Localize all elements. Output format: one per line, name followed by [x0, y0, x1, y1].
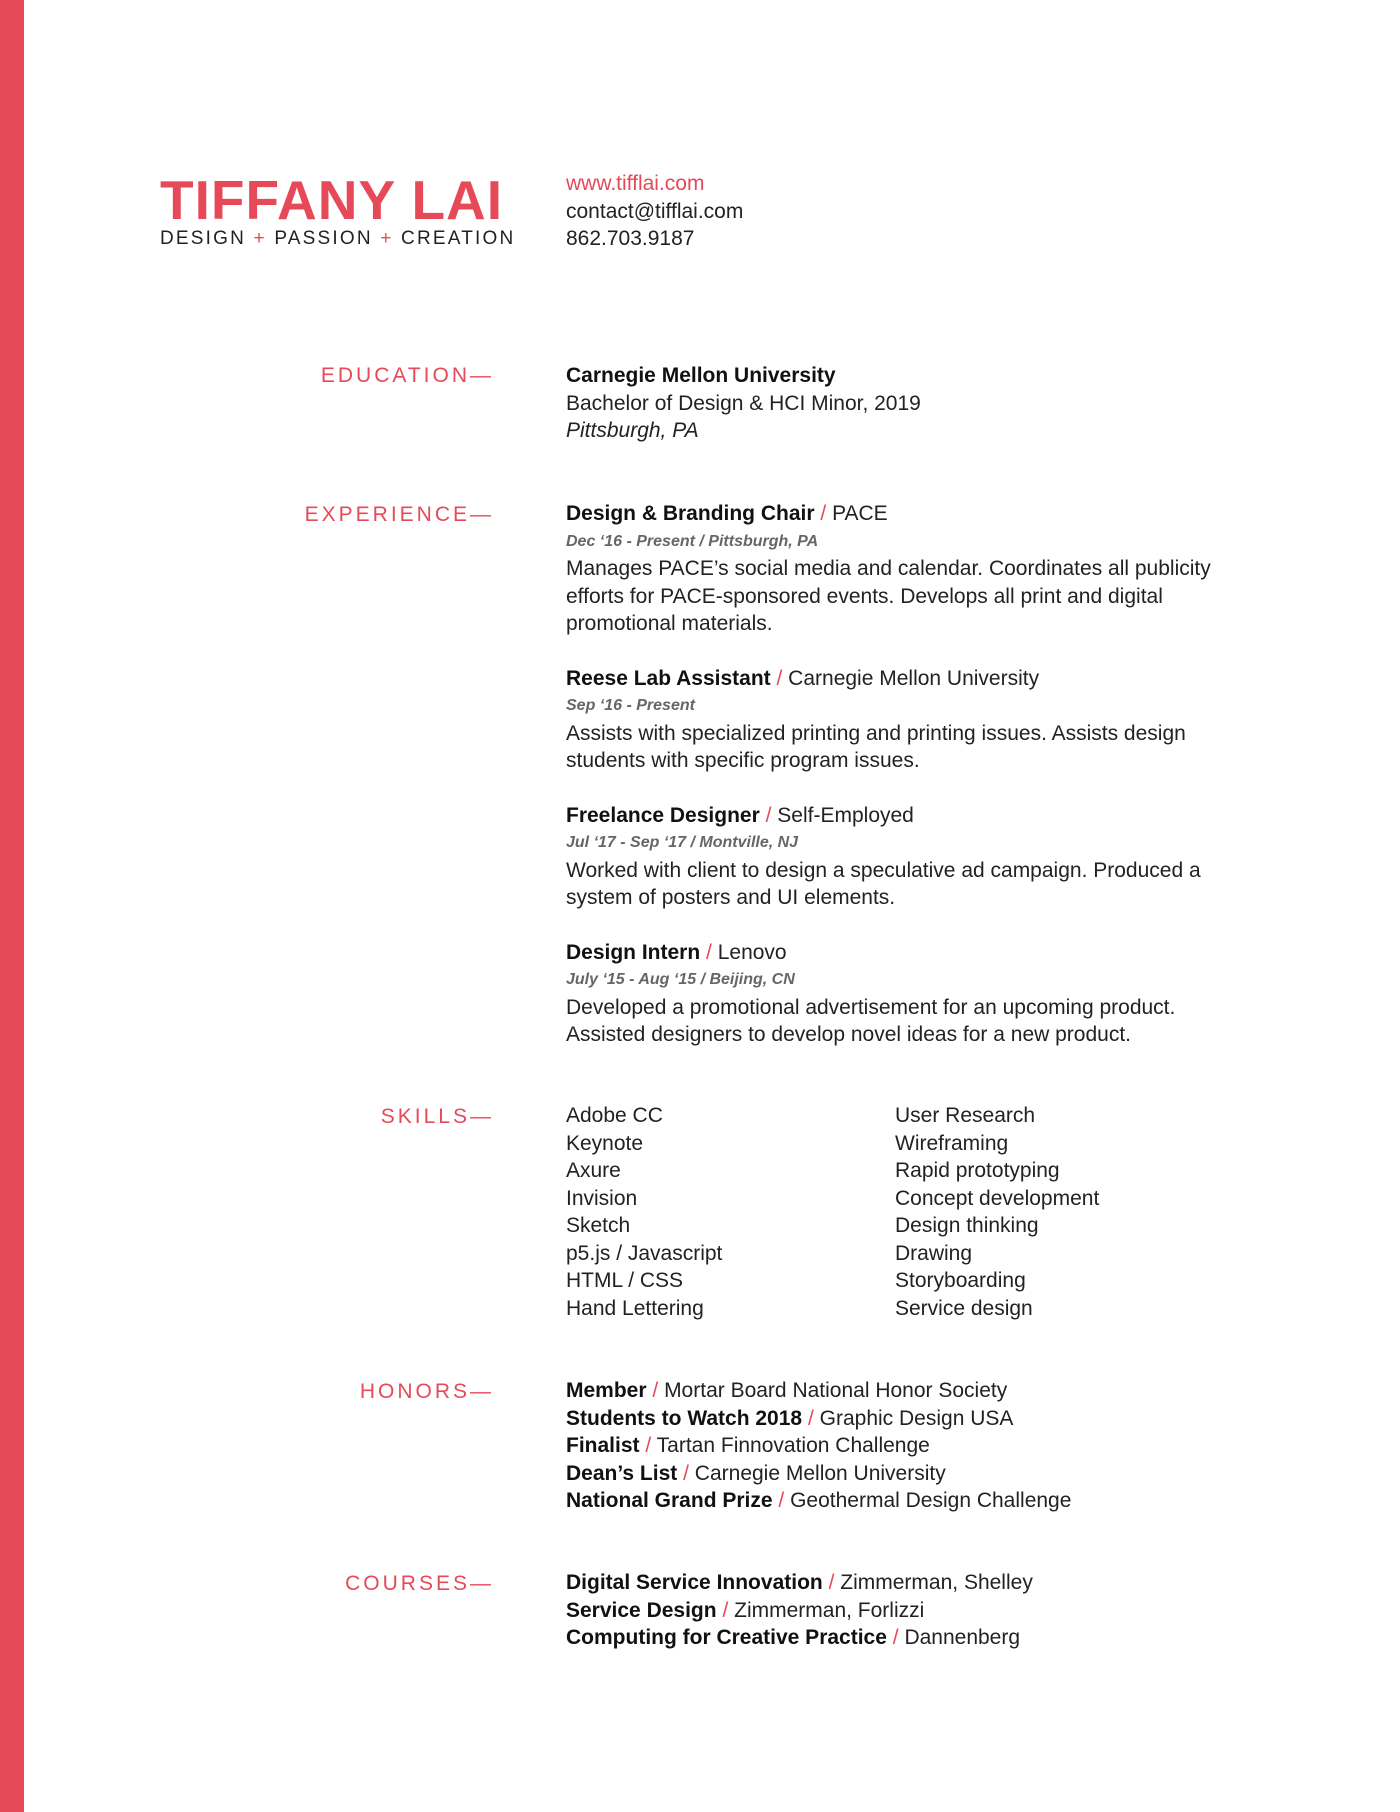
job-title: Design & Branding Chair	[566, 502, 815, 525]
skill-item: Invision	[566, 1186, 638, 1210]
skill-item: Hand Lettering	[566, 1296, 704, 1320]
job-description: Worked with client to design a speculative ad campaign. Produced a system of posters and UI elements.	[566, 858, 1201, 909]
tagline-word: PASSION	[274, 228, 373, 249]
school-name: Carnegie Mellon University	[566, 364, 836, 387]
section-label-skills: SKILLS—	[380, 1105, 494, 1128]
skill-item: Rapid prototyping	[895, 1159, 1060, 1182]
job-meta: Jul ‘17 - Sep ‘17 / Montville, NJ	[566, 834, 799, 851]
slash-separator: /	[765, 803, 772, 827]
job-meta: Dec ‘16 - Present / Pittsburgh, PA	[566, 532, 819, 550]
honor-item: Students to Watch 2018 / Graphic Design USA	[566, 1406, 1014, 1430]
skill-item: Concept development	[895, 1186, 1100, 1210]
job-description: Assists with specialized printing and printing issues. Assists design students with specific program issues.	[566, 721, 1186, 772]
resume-name: TIFFANY LAI	[160, 169, 504, 231]
honor-item: Dean’s List / Carnegie Mellon University	[566, 1461, 946, 1485]
slash-separator: /	[776, 666, 783, 690]
job-description: Manages PACE’s social media and calendar. Coordinates all publicity efforts for PACE-sponsored events. Develops all print and digital promotional materials.	[566, 557, 1211, 635]
tagline-word: CREATION	[401, 228, 516, 249]
job-title: Reese Lab Assistant	[566, 666, 771, 690]
plus-icon: +	[380, 228, 394, 249]
email-link[interactable]: contact@tifflai.com	[566, 199, 744, 223]
job-meta: July ‘15 - Aug ‘15 / Beijing, CN	[566, 971, 795, 988]
section-label-honors: HONORS—	[359, 1380, 494, 1403]
skill-item: Design thinking	[895, 1214, 1039, 1237]
skill-item: Axure	[566, 1159, 621, 1182]
section-label-experience: EXPERIENCE—	[304, 503, 494, 526]
job-org: Lenovo	[717, 940, 787, 964]
job-entry	[566, 802, 1216, 912]
tagline-word: DESIGN	[160, 228, 247, 249]
job-description: Developed a promotional advertisement for an upcoming product. Assisted designers to develop novel ideas for a new product.	[566, 995, 1176, 1046]
job-title: Freelance Designer	[566, 803, 760, 827]
phone-number: 862.703.9187	[566, 227, 695, 250]
job-entry	[566, 665, 1216, 775]
courses-section	[566, 1569, 1216, 1652]
skill-item: Service design	[895, 1296, 1033, 1320]
skills-column-left	[566, 1102, 722, 1322]
job-entry	[566, 939, 1216, 1049]
experience-section	[566, 500, 1216, 1076]
slash-separator: /	[706, 940, 712, 964]
skill-item: Sketch	[566, 1214, 631, 1237]
skill-item: Adobe CC	[566, 1104, 663, 1127]
job-title: Design Intern	[566, 940, 701, 964]
job-org: Self-Employed	[777, 803, 914, 827]
skill-item: User Research	[895, 1104, 1036, 1127]
skill-item: Keynote	[566, 1131, 644, 1155]
section-label-courses: COURSES—	[345, 1572, 494, 1595]
plus-icon: +	[253, 228, 267, 249]
honor-item: National Grand Prize / Geothermal Design Challenge	[566, 1489, 1072, 1512]
skill-item: p5.js / Javascript	[566, 1241, 723, 1265]
job-meta: Sep ‘16 - Present	[566, 697, 695, 714]
course-item: Digital Service Innovation / Zimmerman, Shelley	[566, 1571, 1033, 1594]
school-location: Pittsburgh, PA	[566, 419, 699, 442]
contact-block	[566, 170, 743, 253]
job-org: PACE	[832, 502, 888, 525]
job-entry	[566, 500, 1216, 638]
skill-item: Storyboarding	[895, 1269, 1026, 1292]
slash-separator: /	[820, 502, 827, 525]
education-section	[566, 362, 1216, 445]
honor-item: Member / Mortar Board National Honor Society	[566, 1379, 1008, 1402]
accent-bar	[0, 0, 24, 1812]
honors-section	[566, 1377, 1216, 1515]
honor-item: Finalist / Tartan Finnovation Challenge	[566, 1434, 930, 1457]
skill-item: Drawing	[895, 1241, 973, 1265]
website-link[interactable]: www.tifflai.com	[566, 172, 705, 195]
job-org: Carnegie Mellon University	[788, 666, 1040, 690]
degree: Bachelor of Design & HCI Minor, 2019	[566, 391, 921, 415]
skill-item: HTML / CSS	[566, 1269, 684, 1292]
course-item: Computing for Creative Practice / Dannenberg	[566, 1626, 1021, 1649]
skills-column-right	[895, 1102, 1099, 1322]
skill-item: Wireframing	[895, 1131, 1009, 1155]
section-label-education: EDUCATION—	[320, 364, 494, 387]
course-item: Service Design / Zimmerman, Forlizzi	[566, 1598, 925, 1622]
tagline	[160, 228, 516, 250]
